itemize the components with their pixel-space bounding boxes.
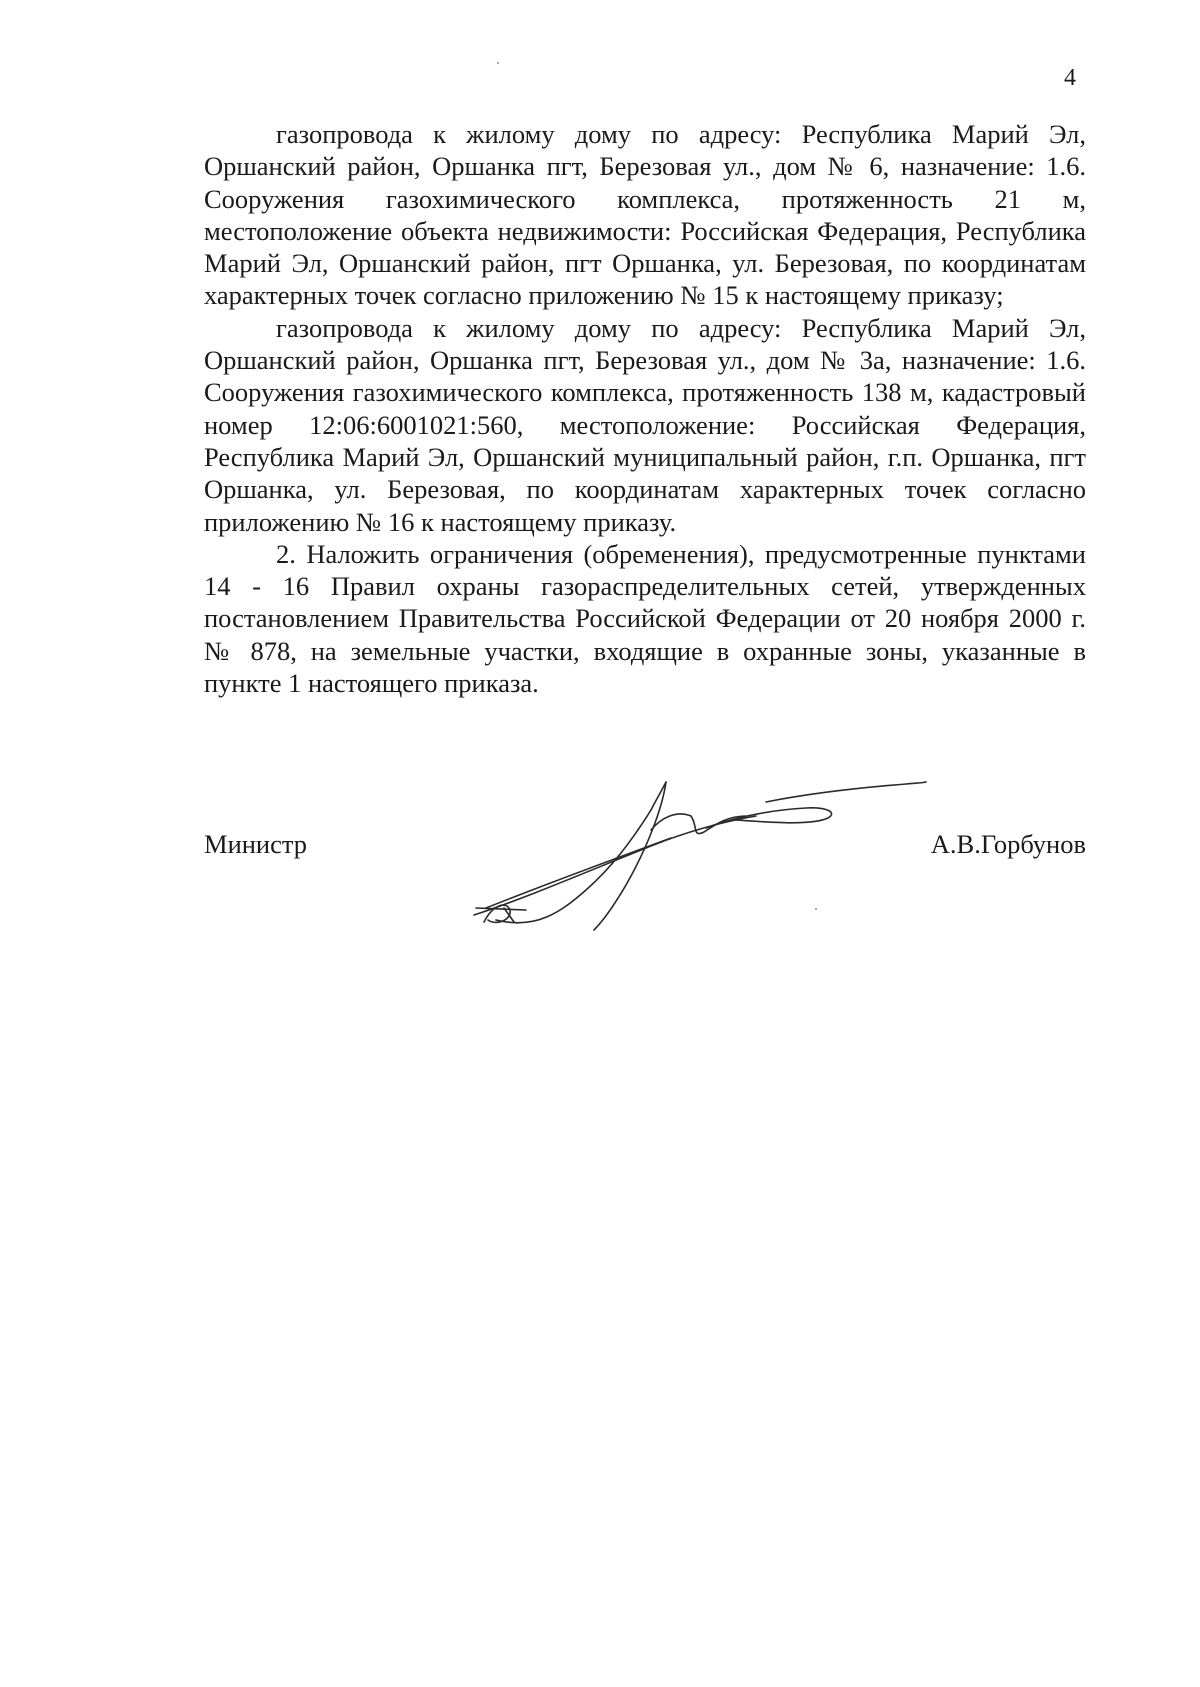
paragraph-gas-pipeline-house-3a: газопровода к жилому дому по адресу: Республика Марий Эл, Оршанский район, Оршанка пгт, Березовая ул., дом № 3а, назначение: 1.6. Сооружения газохимического комплекса, протяженность 138 м, кадастровый номер 12:06:6001021:560, местоположение: Российская Федерация, Республика Марий Эл, Оршанский муниципальный район, г.п. Оршанка, пгт Оршанка, ул. Березовая, по координатам характерных точек согласно приложению № 16 к настоящему приказу.: [204, 312, 1086, 537]
page-number: 4: [1064, 65, 1076, 91]
signature-block: [204, 780, 1086, 940]
signer-name: А.В.Горбунов: [930, 829, 1086, 859]
paragraph-restrictions: 2. Наложить ограничения (обременения), предусмотренные пунктами 14 - 16 Правил охраны газораспределительных сетей, утвержденных постановлением Правительства Российской Федерации от 20 ноября 2000 г. № 878, на земельные участки, входящие в охранные зоны, указанные в пункте 1 настоящего приказа.: [204, 538, 1086, 699]
signer-position: Министр: [204, 829, 308, 859]
scan-speck: [497, 62, 499, 64]
paragraph-gas-pipeline-house-6: газопровода к жилому дому по адресу: Республика Марий Эл, Оршанский район, Оршанка пгт, Березовая ул., дом № 6, назначение: 1.6. Сооружения газохимического комплекса, протяженность 21 м, местоположение объекта недвижимости: Российская Федерация, Республика Марий Эл, Оршанский район, пгт Оршанка, ул. Березовая, по координатам характерных точек согласно приложению № 15 к настоящему приказу;: [204, 119, 1086, 311]
handwritten-signature: [466, 780, 966, 940]
document-body: [204, 118, 1086, 699]
scan-speck: [815, 908, 817, 910]
